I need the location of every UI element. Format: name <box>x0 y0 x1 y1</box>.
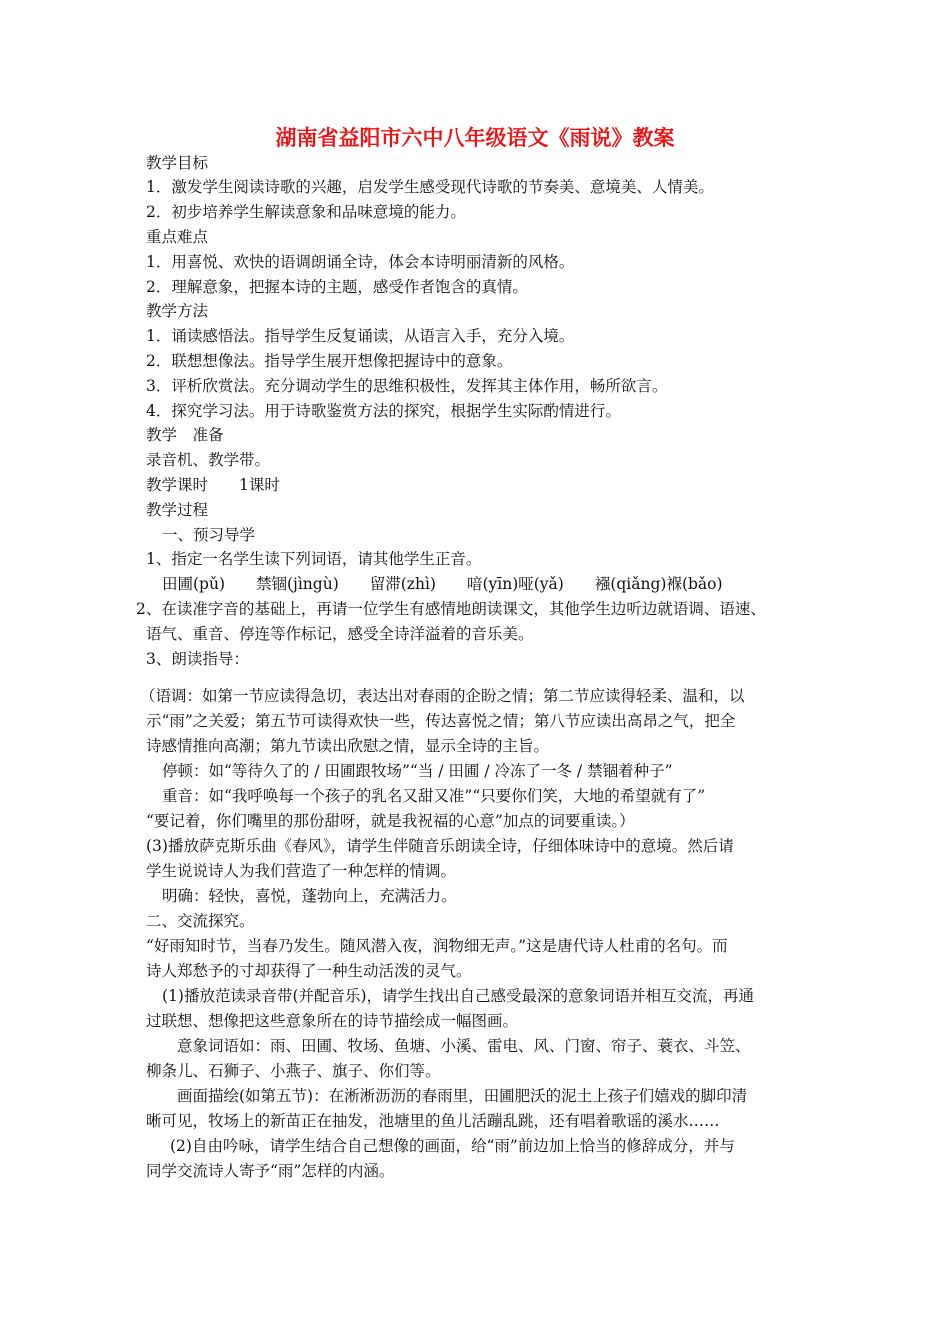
text-line: 2．初步培养学生解读意象和品味意境的能力。 <box>146 203 466 221</box>
heading-teaching-process: 教学过程 <box>146 501 209 519</box>
section-heading: 二、交流探究。 <box>146 912 255 930</box>
text-line: 同学交流诗人寄予“雨”怎样的内涵。 <box>146 1162 395 1180</box>
text-line: 意象词语如：雨、田圃、牧场、鱼塘、小溪、雷电、风、门窗、帘子、蓑衣、斗笠、 <box>177 1037 751 1055</box>
text-line: （语调：如第一节应读得急切，表达出对春雨的企盼之情；第二节应读得轻柔、温和，以 <box>140 687 745 705</box>
text-line: 学生说说诗人为我们营造了一种怎样的情调。 <box>146 862 457 880</box>
text-line: 3、朗读指导： <box>146 650 249 668</box>
text-line: 晰可见，牧场上的新苗正在抽发，池塘里的鱼儿活蹦乱跳，还有唱着歌谣的溪水…… <box>146 1112 720 1130</box>
document-title: 湖南省益阳市六中八年级语文《雨说》教案 <box>275 126 675 150</box>
text-line: 柳条儿、石狮子、小燕子、旗子、你们等。 <box>146 1062 441 1080</box>
text-line: 2、在读准字音的基础上，再请一位学生有感情地朗读课文，其他学生边听边就语调、语速、 <box>136 600 766 618</box>
text-line: 诗感情推向高潮；第九节读出欣慰之情，显示全诗的主旨。 <box>146 737 550 755</box>
text-line: 1．用喜悦、欢快的语调朗诵全诗，体会本诗明丽清新的风格。 <box>146 253 575 271</box>
text-line: 教学课时 1课时 <box>146 476 280 494</box>
text-line: 录音机、教学带。 <box>146 451 271 469</box>
text-line: 诗人郑愁予的寸却获得了一种生动活泼的灵气。 <box>146 962 472 980</box>
text-line: 语气、重音、停连等作标记，感受全诗洋溢着的音乐美。 <box>146 625 534 643</box>
text-line: 2．理解意象，把握本诗的主题，感受作者饱含的真情。 <box>146 278 528 296</box>
vocab-line: 田圃(pǔ) 禁锢(jìngù) 留滞(zhì) 喑(yīn)哑(yǎ) 襁(qiǎng)褓(bǎo) <box>162 575 723 593</box>
text-line: 过联想、想像把这些意象所在的诗节描绘成一幅图画。 <box>146 1012 519 1030</box>
text-line: 3．评析欣赏法。充分调动学生的思维积极性，发挥其主体作用，畅所欲言。 <box>146 377 668 395</box>
text-line: “好雨知时节，当春乃发生。随风潜入夜，润物细无声。”这是唐代诗人杜甫的名句。而 <box>146 937 728 955</box>
heading-preparation: 教学 准备 <box>146 426 224 444</box>
text-line: 示“雨”之关爱；第五节可读得欢快一些，传达喜悦之情；第八节应读出高昂之气，把全 <box>146 712 736 730</box>
text-line: 重音：如“我呼唤每一个孩子的乳名又甜又准”“只要你们笑，大地的希望就有了” <box>162 787 706 805</box>
text-line: (2)自由吟咏，请学生结合自己想像的画面，给“雨”前边加上恰当的修辞成分，并与 <box>170 1137 735 1155</box>
text-line: 4．探究学习法。用于诗歌鉴赏方法的探究，根据学生实际酌情进行。 <box>146 402 621 420</box>
section-heading: 一、预习导学 <box>162 526 256 544</box>
heading-teaching-methods: 教学方法 <box>146 302 209 320</box>
heading-teaching-goals: 教学目标 <box>146 154 209 172</box>
text-line: (3)播放萨克斯乐曲《春风》，请学生伴随音乐朗读全诗，仔细体味诗中的意境。然后请 <box>146 837 734 855</box>
text-line: 明确：轻快，喜悦，蓬勃向上，充满活力。 <box>162 887 457 905</box>
text-line: (1)播放范读录音带(并配音乐)，请学生找出自己感受最深的意象词语并相互交流，再通 <box>162 987 755 1005</box>
heading-key-points: 重点难点 <box>146 228 209 246</box>
text-line: 2．联想想像法。指导学生展开想像把握诗中的意象。 <box>146 352 513 370</box>
text-line: 停顿：如“等待久了的 / 田圃跟牧场”“当 / 田圃 / 冷冻了一冬 / 禁锢着种子” <box>162 762 673 780</box>
text-line: 1．激发学生阅读诗歌的兴趣，启发学生感受现代诗歌的节奏美、意境美、人情美。 <box>146 178 714 196</box>
text-line: “要记着，你们嘴里的那份甜呀，就是我祝福的心意”加点的词要重读。） <box>146 812 635 830</box>
text-line: 1、指定一名学生读下列词语，请其他学生正音。 <box>146 550 482 568</box>
text-line: 1．诵读感悟法。指导学生反复诵读，从语言入手，充分入境。 <box>146 327 575 345</box>
text-line: 画面描绘(如第五节)：在淅淅沥沥的春雨里，田圃肥沃的泥土上孩子们嬉戏的脚印清 <box>177 1087 748 1105</box>
